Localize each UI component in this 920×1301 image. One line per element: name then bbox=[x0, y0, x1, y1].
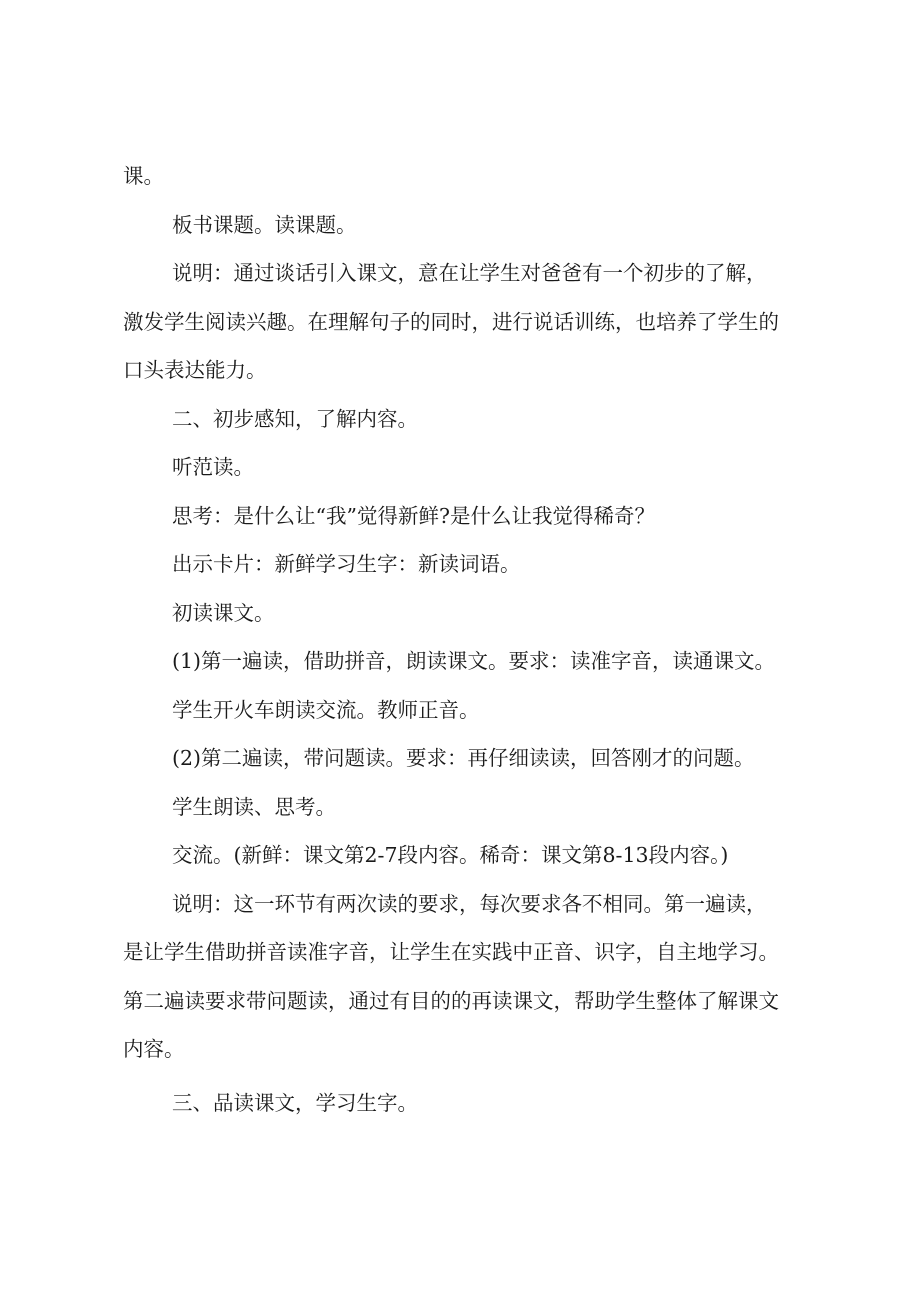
text-line-15: 交流。(新鲜：课文第2-7段内容。稀奇：课文第8-13段内容。) bbox=[172, 843, 729, 867]
text-line-14: 学生朗读、思考。 bbox=[172, 794, 336, 819]
text-line-16: 说明：这一环节有两次读的要求，每次要求各不相同。第一遍读， bbox=[172, 891, 767, 916]
text-line-1: 课。 bbox=[123, 164, 164, 188]
text-line-7: 听范读。 bbox=[172, 455, 254, 479]
text-line-18: 第二遍读要求带问题读，通过有目的的再读课文，帮助学生整体了解课文 bbox=[123, 988, 779, 1013]
text-line-17: 是让学生借助拼音读准字音，让学生在实践中正音、识字，自主地学习。 bbox=[123, 940, 779, 964]
document-body bbox=[123, 152, 823, 1127]
text-line-9: 出示卡片：新鲜学习生字：新读词语。 bbox=[172, 552, 521, 576]
text-line-4: 激发学生阅读兴趣。在理解句子的同时，进行说话训练，也培养了学生的 bbox=[123, 309, 779, 334]
text-line-13: (2)第二遍读，带问题读。要求：再仔细读读，回答刚才的问题。 bbox=[172, 746, 755, 770]
text-line-8: 思考：是什么让“我”觉得新鲜?是什么让我觉得稀奇？ bbox=[172, 503, 655, 528]
section-heading-2: 二、初步感知，了解内容。 bbox=[172, 406, 418, 431]
text-line-5: 口头表达能力。 bbox=[123, 358, 267, 382]
text-line-11: (1)第一遍读，借助拼音，朗读课文。要求：读准字音，读通课文。 bbox=[172, 649, 776, 673]
text-line-3: 说明：通过谈话引入课文，意在让学生对爸爸有一个初步的了解， bbox=[172, 261, 767, 285]
text-line-12: 学生开火车朗读交流。教师正音。 bbox=[172, 697, 480, 722]
text-line-2: 板书课题。读课题。 bbox=[172, 212, 357, 237]
text-line-19: 内容。 bbox=[123, 1037, 185, 1061]
text-line-10: 初读课文。 bbox=[172, 600, 275, 625]
section-heading-3: 三、品读课文，学习生字。 bbox=[172, 1090, 418, 1115]
